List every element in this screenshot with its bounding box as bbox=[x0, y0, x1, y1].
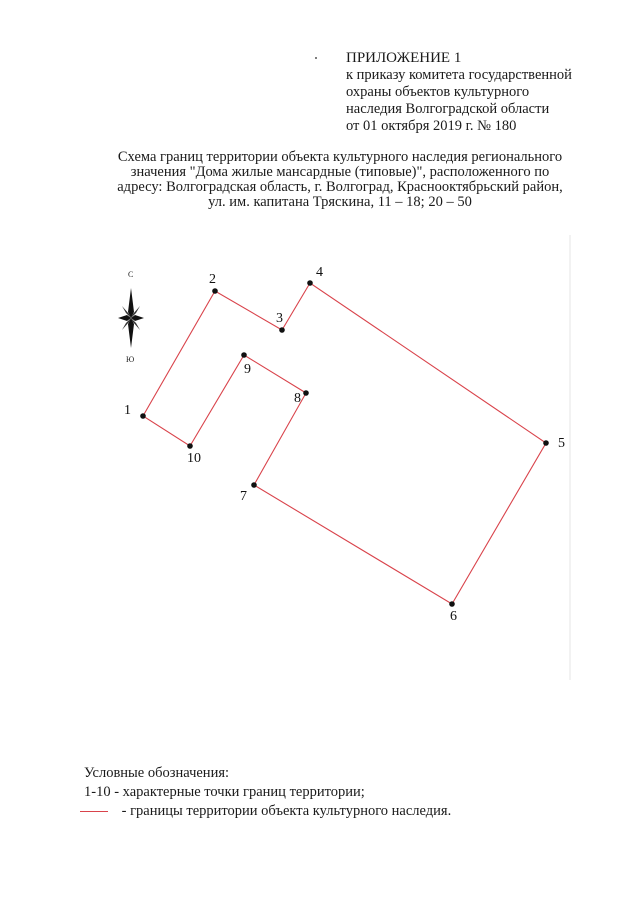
point-label: 8 bbox=[294, 391, 301, 406]
point-label: 3 bbox=[276, 311, 283, 326]
point-label: 1 bbox=[124, 403, 131, 418]
appendix-line: к приказу комитета государственной bbox=[346, 67, 572, 83]
legend-title: Условные обозначения: bbox=[84, 765, 230, 781]
point-label: 7 bbox=[240, 489, 247, 504]
compass-north-label: С bbox=[128, 270, 134, 279]
appendix-line: наследия Волгоградской области bbox=[346, 101, 550, 117]
point-label: 5 bbox=[558, 436, 565, 451]
legend bbox=[84, 764, 604, 821]
appendix-line: от 01 октября 2019 г. № 180 bbox=[346, 118, 517, 134]
boundary-point bbox=[241, 352, 251, 377]
boundary-polygon bbox=[143, 283, 546, 604]
point-label: 9 bbox=[244, 362, 251, 377]
scheme-title-line: адресу: Волгоградская область, г. Волгоград, Краснооктябрьский район, bbox=[117, 179, 563, 195]
legend-line-sample bbox=[80, 811, 108, 812]
scheme-title-line: Схема границ территории объекта культурного наследия регионального bbox=[117, 149, 563, 165]
appendix-line: охраны объектов культурного bbox=[346, 84, 530, 100]
boundary-point bbox=[124, 403, 146, 419]
legend-points-desc: - характерные точки границ территории; bbox=[110, 784, 365, 800]
boundary-point bbox=[209, 272, 218, 294]
boundary-point bbox=[294, 390, 309, 406]
point-label: 2 bbox=[209, 272, 216, 287]
compass-south-label: Ю bbox=[126, 355, 135, 364]
legend-points-key: 1-10 bbox=[84, 784, 111, 800]
point-label: 6 bbox=[450, 609, 457, 624]
compass-rose-icon bbox=[118, 270, 144, 364]
boundary-points bbox=[124, 265, 565, 624]
legend-line-desc: - границы территории объекта культурного наследия. bbox=[118, 803, 452, 819]
boundary-point bbox=[449, 601, 457, 624]
boundary-point bbox=[187, 443, 201, 466]
boundary-point bbox=[307, 265, 323, 286]
legend-line-row bbox=[80, 802, 604, 821]
boundary-point bbox=[276, 311, 285, 333]
boundary-point bbox=[240, 482, 257, 504]
scheme-title-line: значения "Дома жилые мансардные (типовые)", расположенного по bbox=[130, 164, 550, 180]
point-label: 10 bbox=[187, 451, 201, 466]
appendix-title: ПРИЛОЖЕНИЕ 1 bbox=[346, 50, 462, 66]
boundary-point bbox=[543, 436, 565, 451]
legend-points-row bbox=[84, 783, 604, 802]
scheme-title-line: ул. им. капитана Тряскина, 11 – 18; 20 – 50 bbox=[208, 194, 472, 210]
point-label: 4 bbox=[316, 265, 323, 280]
